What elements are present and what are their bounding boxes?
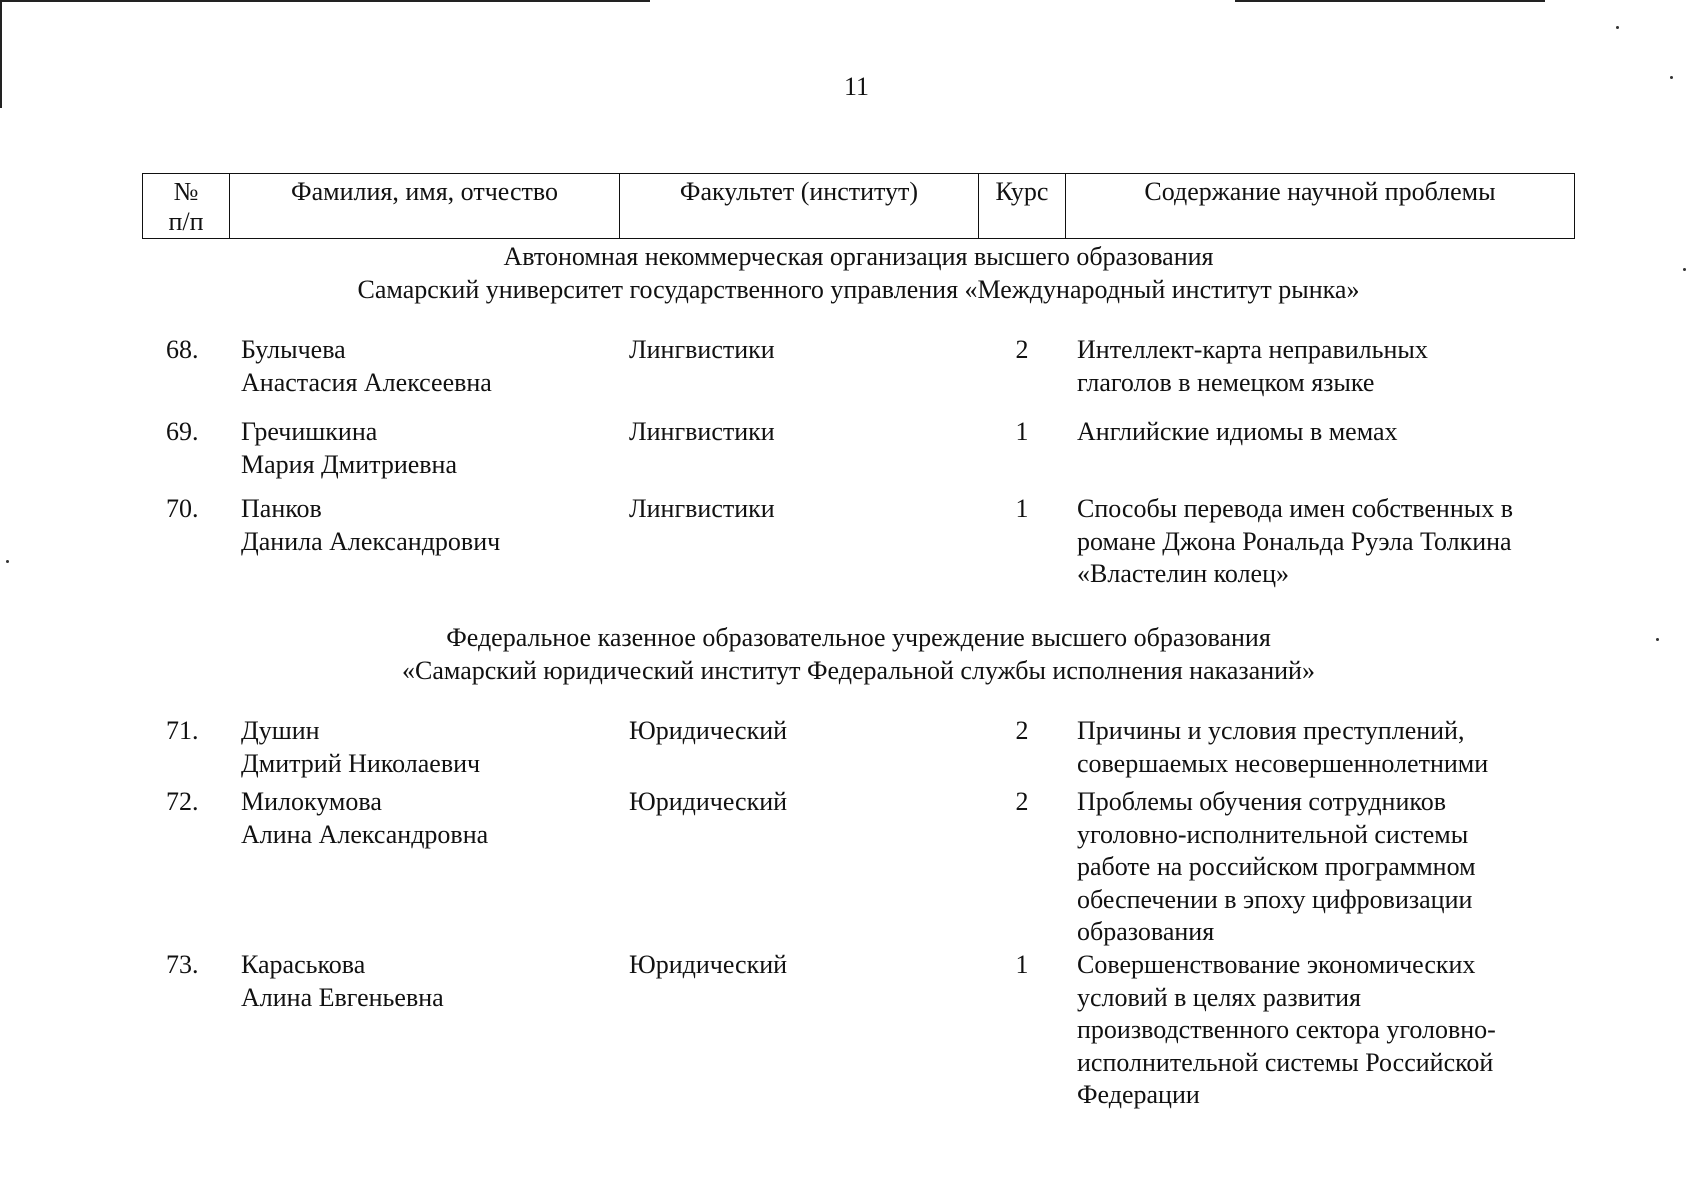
faculty: Юридический	[629, 716, 788, 745]
scan-speck	[1683, 268, 1686, 271]
topic-line: обеспечении в эпоху цифровизации	[1077, 884, 1473, 914]
page-number: 11	[844, 72, 870, 101]
header-num	[143, 174, 230, 238]
scan-speck	[1616, 26, 1619, 29]
topic-line: уголовно-исполнительной системы	[1077, 819, 1469, 849]
topic	[1077, 786, 1577, 949]
row-number: 69.	[166, 417, 199, 446]
topic-line: Федерации	[1077, 1080, 1200, 1109]
course: 2	[1015, 787, 1029, 816]
topic-line: образования	[1077, 917, 1215, 946]
student-name	[241, 786, 621, 851]
topic-line: исполнительной системы Российской	[1077, 1047, 1494, 1077]
row-number: 70.	[166, 494, 199, 523]
course: 1	[1015, 494, 1029, 523]
top-border-rule	[0, 0, 650, 2]
topic-line: производственного сектора уголовно-	[1077, 1015, 1496, 1044]
surname: Караськова	[241, 950, 366, 979]
topic-line: Причины и условия преступлений,	[1077, 716, 1465, 745]
student-name	[241, 715, 621, 780]
row-number: 73.	[166, 950, 199, 979]
left-border-rule	[0, 0, 2, 108]
topic-line: «Властелин колец»	[1077, 559, 1289, 588]
student-name	[241, 949, 621, 1014]
header-faculty: Факультет (институт)	[620, 174, 979, 238]
faculty: Лингвистики	[629, 335, 775, 364]
student-name	[241, 334, 621, 399]
organization-line: Федеральное казенное образовательное учреждение высшего образования	[446, 623, 1271, 652]
header-name: Фамилия, имя, отчество	[230, 174, 620, 238]
given-names: Алина Александровна	[241, 819, 489, 849]
faculty: Юридический	[629, 950, 788, 979]
surname: Панков	[241, 494, 322, 523]
given-names: Дмитрий Николаевич	[241, 748, 481, 778]
faculty: Лингвистики	[629, 494, 775, 523]
course: 1	[1015, 417, 1029, 446]
section-organization-title	[142, 621, 1575, 687]
surname: Душин	[241, 716, 320, 745]
topic	[1077, 493, 1577, 591]
topic-line: совершаемых несовершеннолетними	[1077, 748, 1489, 778]
topic	[1077, 715, 1577, 780]
course: 2	[1015, 716, 1029, 745]
header-num-line1: №	[173, 177, 199, 206]
given-names: Мария Дмитриевна	[241, 449, 457, 479]
table-header	[142, 173, 1575, 239]
organization-line: Автономная некоммерческая организация высшего образования	[503, 242, 1214, 271]
faculty: Юридический	[629, 787, 788, 816]
section-organization-title	[142, 240, 1575, 306]
header-course: Курс	[979, 174, 1066, 238]
row-number: 71.	[166, 716, 199, 745]
given-names: Данила Александрович	[241, 526, 501, 556]
organization-line: «Самарский юридический институт Федеральной службы исполнения наказаний»	[402, 656, 1315, 685]
given-names: Анастасия Алексеевна	[241, 367, 492, 397]
topic-line: глаголов в немецком языке	[1077, 367, 1375, 397]
topic-line: Интеллект-карта неправильных	[1077, 335, 1428, 364]
student-name	[241, 416, 621, 481]
surname: Милокумова	[241, 787, 382, 816]
header-topic: Содержание научной проблемы	[1144, 177, 1496, 206]
student-name	[241, 493, 621, 558]
scan-speck	[1656, 638, 1659, 641]
row-number: 68.	[166, 335, 199, 364]
topic-line: романе Джона Рональда Руэла Толкина	[1077, 526, 1512, 556]
course: 2	[1015, 335, 1029, 364]
topic-line: работе на российском программном	[1077, 852, 1476, 881]
given-names: Алина Евгеньевна	[241, 982, 444, 1012]
header-num-line2: п/п	[168, 207, 204, 236]
topic-line: Проблемы обучения сотрудников	[1077, 787, 1446, 816]
surname: Булычева	[241, 335, 346, 364]
top-border-rule	[1235, 0, 1545, 2]
topic-line: Совершенствование экономических	[1077, 950, 1476, 979]
organization-line: Самарский университет государственного управления «Международный институт рынка»	[357, 275, 1360, 304]
faculty: Лингвистики	[629, 417, 775, 446]
surname: Гречишкина	[241, 417, 378, 446]
course: 1	[1015, 950, 1029, 979]
scan-speck	[6, 560, 9, 563]
topic-line: условий в целях развития	[1077, 982, 1362, 1012]
topic	[1077, 416, 1577, 449]
scan-speck	[1670, 76, 1673, 79]
topic-line: Английские идиомы в мемах	[1077, 417, 1398, 446]
topic-line: Способы перевода имен собственных в	[1077, 494, 1513, 523]
topic	[1077, 334, 1577, 399]
topic	[1077, 949, 1577, 1112]
row-number: 72.	[166, 787, 199, 816]
